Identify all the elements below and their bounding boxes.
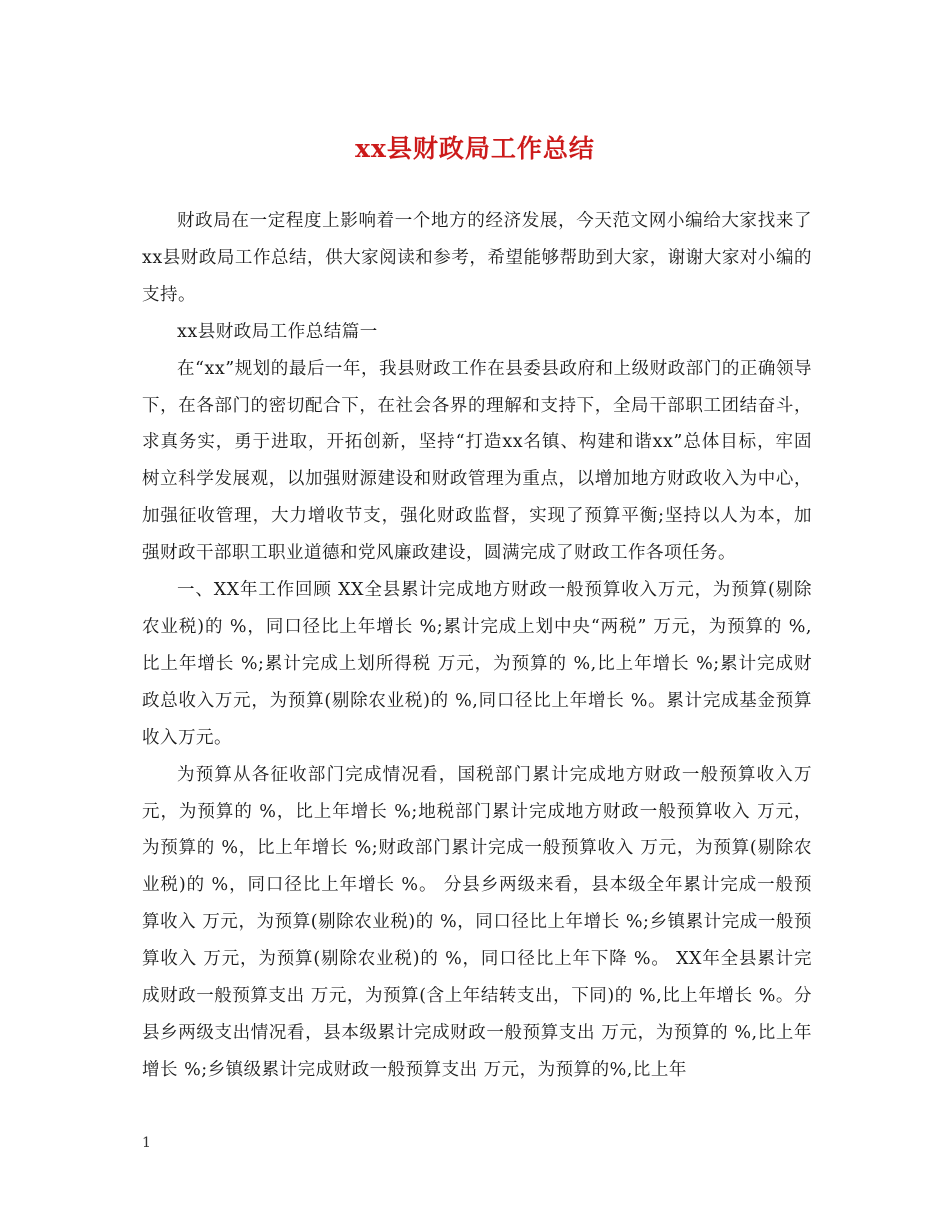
- paragraph-overview: 在“xx”规划的最后一年，我县财政工作在县委县政府和上级财政部门的正确领导下，在各部门的密切配合下，在社会各界的理解和支持下，全局干部职工团结奋斗，求真务实，勇于进取，开拓创新，坚持“打造xx名镇、构建和谐xx”总体目标，牢固树立科学发展观，以加强财源建设和财政管理为重点，以增加地方财政收入为中心，加强征收管理，大力增收节支，强化财政监督，实现了预算平衡;坚持以人为本，加强财政干部职工职业道德和党风廉政建设，圆满完成了财政工作各项任务。: [142, 358, 812, 564]
- paragraph-intro: 财政局在一定程度上影响着一个地方的经济发展，今天范文网小编给大家找来了xx县财政局工作总结，供大家阅读和参考，希望能够帮助到大家，谢谢大家对小编的支持。: [142, 211, 812, 305]
- page-number: 1: [142, 1135, 151, 1151]
- document-body: [142, 203, 812, 1089]
- paragraph-details: 为预算从各征收部门完成情况看，国税部门累计完成地方财政一般预算收入万元，为预算的 %，比上年增长 %;地税部门累计完成地方财政一般预算收入 万元，为预算的 %，比上年增长 %;财政部门累计完成一般预算收入 万元，为预算(剔除农业税)的 %，同口径比上年增长 %。 分县乡两级来看，县本级全年累计完成一般预算收入 万元，为预算(剔除农业税)的 %，同口径比上年增长 %;乡镇累计完成一般预算收入 万元，为预算(剔除农业税)的 %，同口径比上年下降 %。 XX年全县累计完成财政一般预算支出 万元，为预算(含上年结转支出，下同)的 %,比上年增长 %。分县乡两级支出情况看，县本级累计完成财政一般预算支出 万元，为预算的 %,比上年增长 %;乡镇级累计完成财政一般预算支出 万元，为预算的%,比上年: [142, 764, 812, 1080]
- section-heading: xx县财政局工作总结篇一: [177, 321, 378, 342]
- paragraph-review: 一、XX年工作回顾 XX全县累计完成地方财政一般预算收入万元，为预算(剔除农业税)的 %，同口径比上年增长 %;累计完成上划中央“两税” 万元，为预算的 %,比上年增长 %;累计完成上划所得税 万元，为预算的 %,比上年增长 %;累计完成财政总收入万元，为预算(剔除农业税)的 %,同口径比上年增长 %。累计完成基金预算收入万元。: [142, 580, 812, 748]
- page-title: xx县财政局工作总结: [355, 134, 595, 163]
